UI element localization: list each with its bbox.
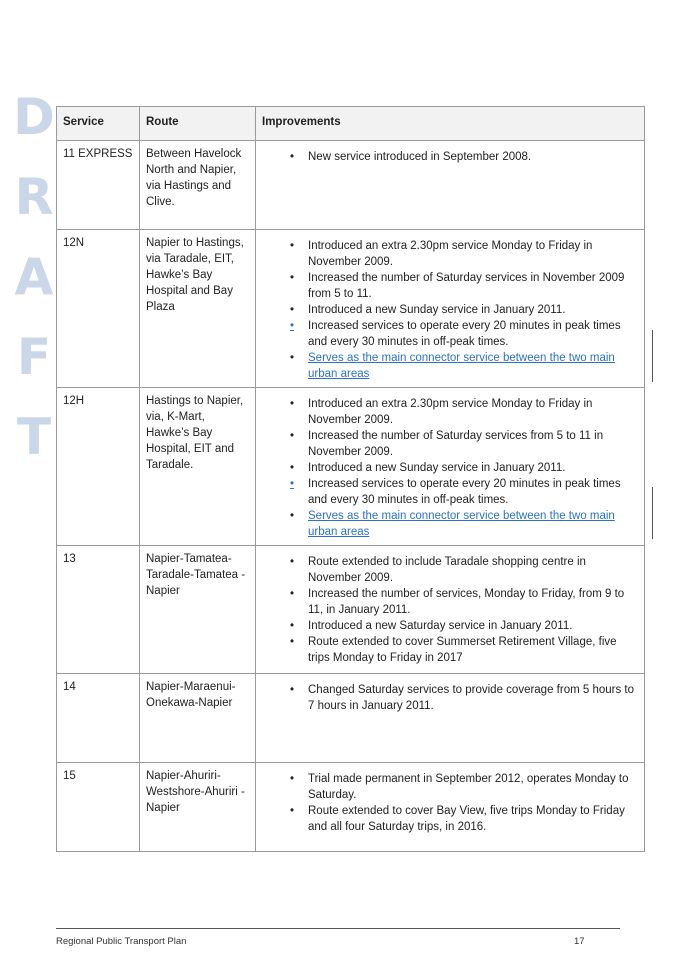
route-cell: Napier-Tamatea-Taradale-Tamatea - Napier bbox=[140, 546, 256, 674]
improvement-item: • Increased services to operate every 20 minutes in peak times and every 30 minutes in off-peak times. bbox=[308, 476, 638, 508]
column-header-route: Route bbox=[140, 107, 256, 141]
improvements-list bbox=[262, 238, 638, 382]
service-cell: 13 bbox=[57, 546, 140, 674]
improvement-item: • Trial made permanent in September 2012, operates Monday to Saturday. bbox=[308, 771, 638, 803]
improvement-item: • Introduced a new Saturday service in January 2011. bbox=[308, 618, 638, 634]
change-bar bbox=[652, 330, 653, 382]
route-cell: Between Havelock North and Napier, via Hastings and Clive. bbox=[140, 141, 256, 230]
improvement-item: • Route extended to cover Summerset Retirement Village, five trips Monday to Friday in 2017 bbox=[308, 634, 638, 666]
improvements-cell bbox=[256, 141, 645, 230]
improvement-item: • Increased services to operate every 20 minutes in peak times and every 30 minutes in off-peak times. bbox=[308, 318, 638, 350]
page-number: 17 bbox=[574, 936, 585, 947]
column-header-improvements: Improvements bbox=[256, 107, 645, 141]
improvement-item: • Introduced a new Sunday service in January 2011. bbox=[308, 460, 638, 476]
watermark-letter: A bbox=[14, 248, 54, 306]
improvements-cell bbox=[256, 230, 645, 388]
service-cell: 12H bbox=[57, 388, 140, 546]
improvement-item: • Increased the number of Saturday services in November 2009 from 5 to 11. bbox=[308, 270, 638, 302]
service-cell: 14 bbox=[57, 674, 140, 763]
table-row bbox=[57, 674, 645, 763]
footer-title: Regional Public Transport Plan bbox=[56, 936, 187, 947]
service-cell: 12N bbox=[57, 230, 140, 388]
route-cell: Napier-Maraenui-Onekawa-Napier bbox=[140, 674, 256, 763]
improvement-item: • Introduced a new Sunday service in January 2011. bbox=[308, 302, 638, 318]
improvement-item: • Changed Saturday services to provide coverage from 5 hours to 7 hours in January 2011. bbox=[308, 682, 638, 714]
improvement-item: • Route extended to cover Bay View, five trips Monday to Friday and all four Saturday trips, in 2016. bbox=[308, 803, 638, 835]
route-cell: Hastings to Napier, via, K-Mart, Hawke’s Bay Hospital, EIT and Taradale. bbox=[140, 388, 256, 546]
table-row bbox=[57, 388, 645, 546]
improvements-cell bbox=[256, 546, 645, 674]
table-row bbox=[57, 546, 645, 674]
improvement-link[interactable]: • Serves as the main connector service between the two main urban areas bbox=[308, 350, 638, 382]
improvement-item: • Route extended to include Taradale shopping centre in November 2009. bbox=[308, 554, 638, 586]
column-header-service: Service bbox=[57, 107, 140, 141]
watermark-letter: R bbox=[14, 168, 54, 226]
improvements-list bbox=[262, 396, 638, 540]
table-header-row bbox=[57, 107, 645, 141]
improvements-cell bbox=[256, 388, 645, 546]
table-body bbox=[57, 141, 645, 852]
service-improvements-table bbox=[56, 106, 645, 852]
service-cell: 11 EXPRESS bbox=[57, 141, 140, 230]
draft-watermark bbox=[10, 88, 58, 492]
service-cell: 15 bbox=[57, 763, 140, 852]
improvement-item: • Introduced an extra 2.30pm service Monday to Friday in November 2009. bbox=[308, 396, 638, 428]
table-row bbox=[57, 763, 645, 852]
improvements-cell bbox=[256, 763, 645, 852]
improvements-list bbox=[262, 149, 638, 165]
footer-divider bbox=[56, 928, 620, 929]
table-row bbox=[57, 141, 645, 230]
improvement-item: • Increased the number of Saturday services from 5 to 11 in November 2009. bbox=[308, 428, 638, 460]
improvements-cell bbox=[256, 674, 645, 763]
route-cell: Napier to Hastings, via Taradale, EIT, Hawke’s Bay Hospital and Bay Plaza bbox=[140, 230, 256, 388]
improvement-link[interactable]: • Serves as the main connector service between the two main urban areas bbox=[308, 508, 638, 540]
watermark-letter: T bbox=[16, 408, 52, 466]
improvement-item: • Introduced an extra 2.30pm service Monday to Friday in November 2009. bbox=[308, 238, 638, 270]
improvements-list bbox=[262, 554, 638, 666]
change-bar bbox=[652, 487, 653, 539]
watermark-letter: F bbox=[16, 328, 52, 386]
table-row bbox=[57, 230, 645, 388]
improvements-list bbox=[262, 771, 638, 835]
route-cell: Napier-Ahuriri-Westshore-Ahuriri - Napier bbox=[140, 763, 256, 852]
improvement-item: • New service introduced in September 2008. bbox=[308, 149, 638, 165]
improvements-list bbox=[262, 682, 638, 714]
improvement-item: • Increased the number of services, Monday to Friday, from 9 to 11, in January 2011. bbox=[308, 586, 638, 618]
watermark-letter: D bbox=[13, 88, 55, 146]
